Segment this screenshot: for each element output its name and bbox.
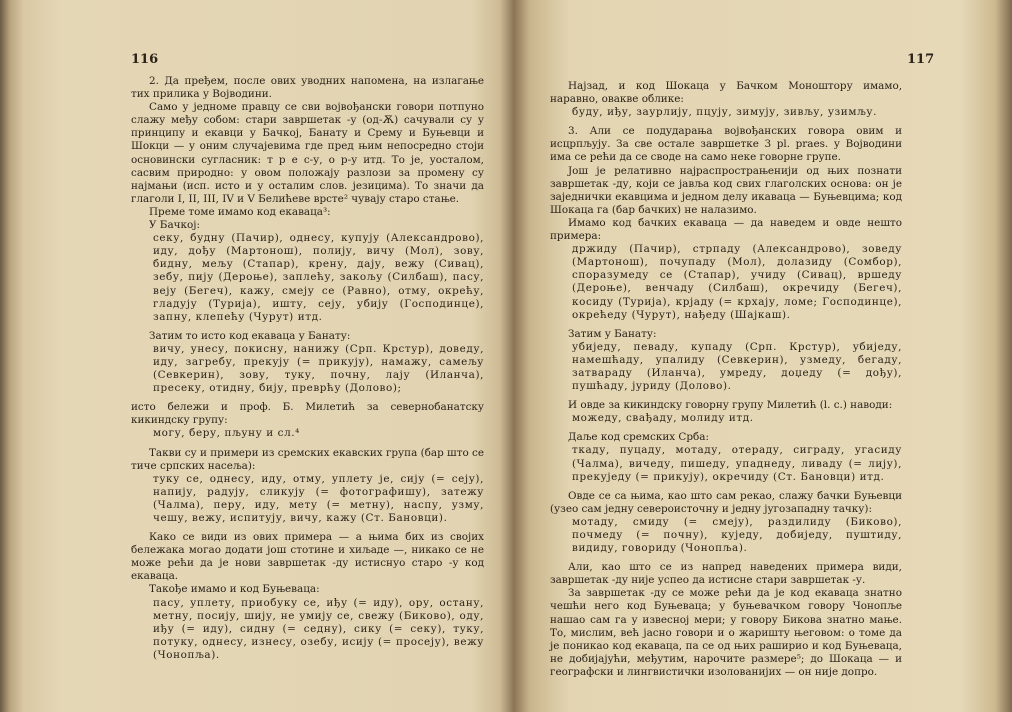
example-list: убиједу, певаду, купаду (Срп. Крстур), убиједу, намешћаду, упалиду (Севкерин), узмеду, бегаду, затвараду (Иланча), умреду, доџеду (= дођу), пушћаду, јуриду (Долово). [572, 340, 902, 393]
example-list: туку се, однесу, иду, отму, уплету је, сију (= сеју), напију, радују, сликују (= фотографишу), затежу (Чалма), перу, иду, мету (= метну), наспу, узму, чешу, вежу, испитују, вичу, кажу (Ст. Бановци). [153, 472, 484, 524]
example-list: можеду, свађаду, молиду итд. [572, 412, 754, 425]
paragraph: За завршетак -ду се може рећи да је код екаваца знатно чешћи него код Буњеваца; у буњевачком говору Чонопље нашао сам га у извесној мери; у говору Бикова знатно мање. То, мислим, већ јасно говори и о жаришту његовом: о томе да је поникао код екаваца, па се од њих раширио и код Буњеваца, не добијајући, међутим, нарочите размере⁵; до Шокаца — и географски и лингвистички изолованијих — он није допро. [550, 587, 902, 678]
example-list: могу, беру, пљуну и сл.⁴ [153, 427, 300, 440]
paragraph: Овде се са њима, као што сам рекао, слажу бачки Буњевци (узео сам једну североисточну и једну југозападну тачку): [550, 489, 902, 515]
example-list: буду, иђу, заурлију, пцују, зимују, зивљу, узимљу. [572, 106, 877, 119]
example-list: држиду (Пачир), стрпаду (Александрово), зоведу (Мартонош), почупаду (Мол), долазиду (Сомбор), споразумеду се (Стапар), учиду (Сивац), вршеду (Дероње), венчаду (Силбаш), окречиду (Бегеч), косиду (Турија), крјаду (= крхају, ломе; Господинце), окрећеду (Чурут), нађеду (Шајкаш). [572, 243, 902, 321]
page-number: 116 [131, 52, 159, 67]
example-list: секу, будну (Пачир), однесу, купују (Александрово), иду, дођу (Мартонош), полију, вичу (Мол), зову, бидну, мељу (Стапар), крену, дају, вежу (Сивац), зебу, пију (Дероње), заплећу, закољу (Силбаш), пасу, веју (Бегеч), кажу, смеју се (Равно), отму, окрећу, гладују (Турија), ишту, сеју, убију (Господинце), запну, клепећу (Чурут) итд. [153, 232, 484, 323]
paragraph: Такође имамо и код Буњеваца: [149, 583, 320, 596]
paragraph: Преме томе имамо код екаваца³: [149, 205, 331, 218]
paragraph: Још је релативно најраспрострањенији од њих познати завршетак -ду, који се јавља код свих глаголских основа: он је заједнички екавцима и једном делу икаваца — Буњевцима; код Шокаца га (бар бачких) не налазимо. [550, 164, 902, 216]
page-text [131, 75, 484, 668]
paragraph: Најзад, и код Шокаца у Бачком Моноштору имамо, наравно, овакве облике: [550, 80, 902, 106]
paragraph: Али, као што се из напред наведених примера види, завршетак -ду није успео да истисне стари завршетак -у. [550, 561, 902, 587]
paragraph: Такви су и примери из сремских екавских група (бар што се тиче српских насеља): [131, 446, 484, 472]
example-list: вичу, унесу, покисну, нанижу (Срп. Крстур), доведу, иду, загребу, прекују (= прикују), намажу, самељу (Севкерин), зову, туку, почну, лају (Иланча), пресеку, отидну, бију, преврћу (Долово); [153, 342, 484, 395]
paragraph: Затим у Банату: [568, 327, 657, 340]
paragraph: У Бачкој: [149, 219, 200, 232]
page-number: 117 [907, 52, 935, 67]
paragraph: Само у једноме правцу се сви војвођански говори потпуно слажу међу собом: стари завршетак -у (од-Ѫ) сачували су у принципу и екавци у Бачкој, Банату и Срему и Буњевци и Шокци — у оним случајевима где пред њим непосредно стоји основински сугласник: т р е с-у, о р-у итд. То је, уосталом, сасвим природно: у овом положају разлози за промену су најмањи (исп. исто и у осталим слов. језицима). То значи да глаголи I, II, III, IV и V Белићеве врсте² чувају старо стање. [131, 101, 484, 205]
paragraph: исто бележи и проф. Б. Милетић за севернобанатску кикиндску групу: [131, 401, 484, 427]
paragraph: И овде за кикиндску говорну групу Милетић (l. c.) наводи: [568, 399, 893, 412]
paragraph: Затим то исто код екаваца у Банату: [149, 329, 351, 342]
example-list: пасу, уплету, приобуку се, иђу (= иду), ору, остану, метну, посију, шију, не умију се, свежу (Биково), оду, иђу (= иду), сидну (= седну), сику (= секу), туку, потуку, однесу, изнесу, озебу, исију (= просеју), вежу (Чонопља). [153, 596, 484, 661]
paragraph: Како се види из ових примера — а њима бих из својих бележака могао додати још стотине и хиљаде —, никако се не може рећи да је нови завршетак -ду истиснуо старо -у код екаваца. [131, 531, 484, 583]
paragraph: 2. Да пређем, после ових уводних напомена, на излагање тих прилика у Војводини. [131, 75, 484, 101]
page-text [550, 80, 902, 679]
right-page [512, 0, 1012, 712]
example-list: мотаду, смиду (= смеју), раздилиду (Биково), почмеду (= почну), куједу, добиједу, пуштиду, видиду, говориду (Чонопља). [572, 515, 902, 555]
paragraph: Даље код сремских Срба: [568, 431, 709, 444]
paragraph: Имамо код бачких екаваца — да наведем и овде нешто примера: [550, 216, 902, 243]
paragraph: 3. Али се подударања војвођанских говора овим и исцрпљују. За све остале завршетке 3 pl. praes. у Војводини има се рећи да се своде на само неке говорне групе. [550, 125, 902, 164]
example-list: ткаду, пуцаду, мотаду, отераду, сиграду, угасиду (Чалма), вичеду, пишеду, упаднеду, ливаду (= лију), прекуједу (= прикују), окречиду (Ст. Бановци) итд. [572, 444, 902, 483]
